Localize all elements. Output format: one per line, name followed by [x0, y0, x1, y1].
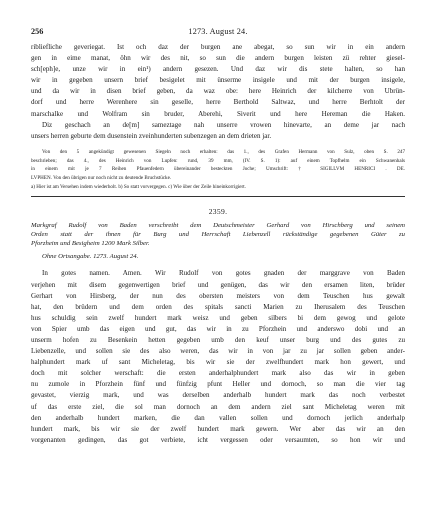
text-line: uf das erste ziel, die sol man dornoch an dem andern ziel sant Micheletag weren mit	[31, 402, 405, 411]
text-line: gevastet, vierzig mark, und was derselben anderhalb hundert mark das noch verbestet	[31, 391, 405, 400]
note-line: a) Hier ist am Versehen indem wiederholt. b) So statt vorvergegen. c) Wie über der Zeile hineinkorrigiert.	[31, 184, 246, 191]
text-line: hundert mark, bis wir sie der zwelf hundert mark gewern. Wer aber das wir an den	[31, 424, 405, 433]
document-text	[31, 268, 405, 446]
regest-line: Orden statt der ihnen für Burg und Herrschaft Liebenzell rückständige gegebenen Güter zu	[31, 231, 405, 239]
document-page	[31, 26, 405, 446]
text-line: ribliefliche geveriegat. Ist och daz der burgen ane abegat, so sun wir in ein andern	[31, 43, 405, 51]
text-line: den anderhalb hundert marken, die dan vallen sollen und dornoch jerlich anderhalp	[31, 413, 405, 422]
text-line: unsers herren geburte dem dusenstein zveinhunderten subenzegen an dem drieten jar.	[31, 131, 272, 140]
text-line: gen in eime manat, öhn wir des nit, so sun die andern burgen leisten zü rehter giesel-	[31, 54, 405, 63]
page-header	[31, 26, 405, 38]
text-line: wir in gegeben unsern brief besigelet mit ünserme insigele und mit der burgen insigele,	[31, 76, 405, 85]
document-number: 2359.	[208, 206, 228, 216]
dating-line: Ohne Ortsangabe. 1273. August 24.	[42, 253, 139, 261]
text-line: doch mit solcher werschaft: die ersten anderhalphundert mark also das wir in geben	[31, 369, 405, 378]
text-line: vorgenanten gedingen, das got verbiete, icht vergessen oder versaumten, so hon wir und	[31, 435, 405, 444]
text-line: hus schuldig sein zwelf hundert mark weisz und geben silbers bi dem gewog und gelote	[31, 313, 405, 322]
text-line: Liebenzelle, und sollen sie des also weren, das wir in von jar zu jar sollen geben ander-	[31, 347, 405, 356]
text-line: unserm hofen zu Besenkein hetten gegeben umb den keuf unser burg und des gutes zu	[31, 336, 405, 344]
text-line: von Spier umb das eigen und gut, das wir in zu Pforzhein und anderswo dobi und an	[31, 324, 405, 333]
text-line: nu zumole in Pforzhein fünf und fünfzig pfunt Heller und dornoch, so man die vier tag	[31, 380, 405, 389]
divider	[31, 196, 405, 197]
running-title: 1273. August 24.	[188, 27, 248, 36]
note-line: in einem mit je 7 Reihen Pfauenfedern übereinander besteckten Joche; Umschrift: † SIGILLVM HENRICI . DE.	[31, 166, 405, 173]
text-line: verjehen mit disem gegenwertigen brief und genügen, das wir den ersamen liten, brüder	[31, 280, 405, 289]
text-line: hat, den brüdern und dem orden des spitals sancti Marien zu Iherusalem des Teuschen	[31, 302, 405, 311]
text-line: In gotes namen. Amen. Wir Rudolf von gotes gnaden der marggrave von Baden	[42, 269, 405, 278]
previous-document-text	[31, 42, 405, 142]
regest-line: Markgraf Rudolf von Baden verschreibt dem Deutschmeister Gerhard von Hirschberg und seinem	[31, 221, 405, 229]
page-number: 256	[31, 27, 44, 36]
note-line: LVPHEN. Von den übrigen nur noch nicht zu deutende Bruchstücke.	[31, 175, 172, 182]
text-line: sch[eph]e, unze wir in ein¹) andern gesezen. Und daz wir dis stete halten, so han	[31, 65, 405, 74]
note-line: beschrieben; das 4., des Heinrich von Lupfen: rund, 39 mm, (IV. S. 1): auf einem Topfhelm ein Schwanenhals	[31, 157, 405, 164]
text-line: marschalke und Wolfram sin bruder, Aberehi, Siverit und here Hereman die Haken.	[31, 109, 405, 118]
regest	[31, 221, 405, 249]
text-line: dorf und herre Werenhere sin geselle, herre Berthold Saltwaz, und herre Berhtolt der	[31, 98, 405, 107]
text-line: Diz geschach an de[m] sameztage nah unserre vrowen hinevarte, an deme jar nach	[42, 120, 405, 129]
text-line: Gerhart von Hirsberg, der nun des obersten meisters von dem Teuschen hus gewalt	[31, 291, 405, 300]
text-line: und da wir in disen brief geben, da waz obe: here Heinrich der kilcherre von Ubrün-	[31, 87, 405, 96]
footnotes	[31, 148, 405, 192]
note-line: Von den 5 angekündigt gewesenen Siegeln noch erhalten: das 1., des Grafen Hermann von Sulz, oben S. 247	[42, 148, 405, 155]
text-line: halphundert mark uf sant Micheletag, bis wir sie der zwelfhundert mark hon gewert, und	[31, 358, 405, 367]
regest-line: Pforzheim und Besigheim 1200 Mark Silber.	[31, 240, 150, 248]
